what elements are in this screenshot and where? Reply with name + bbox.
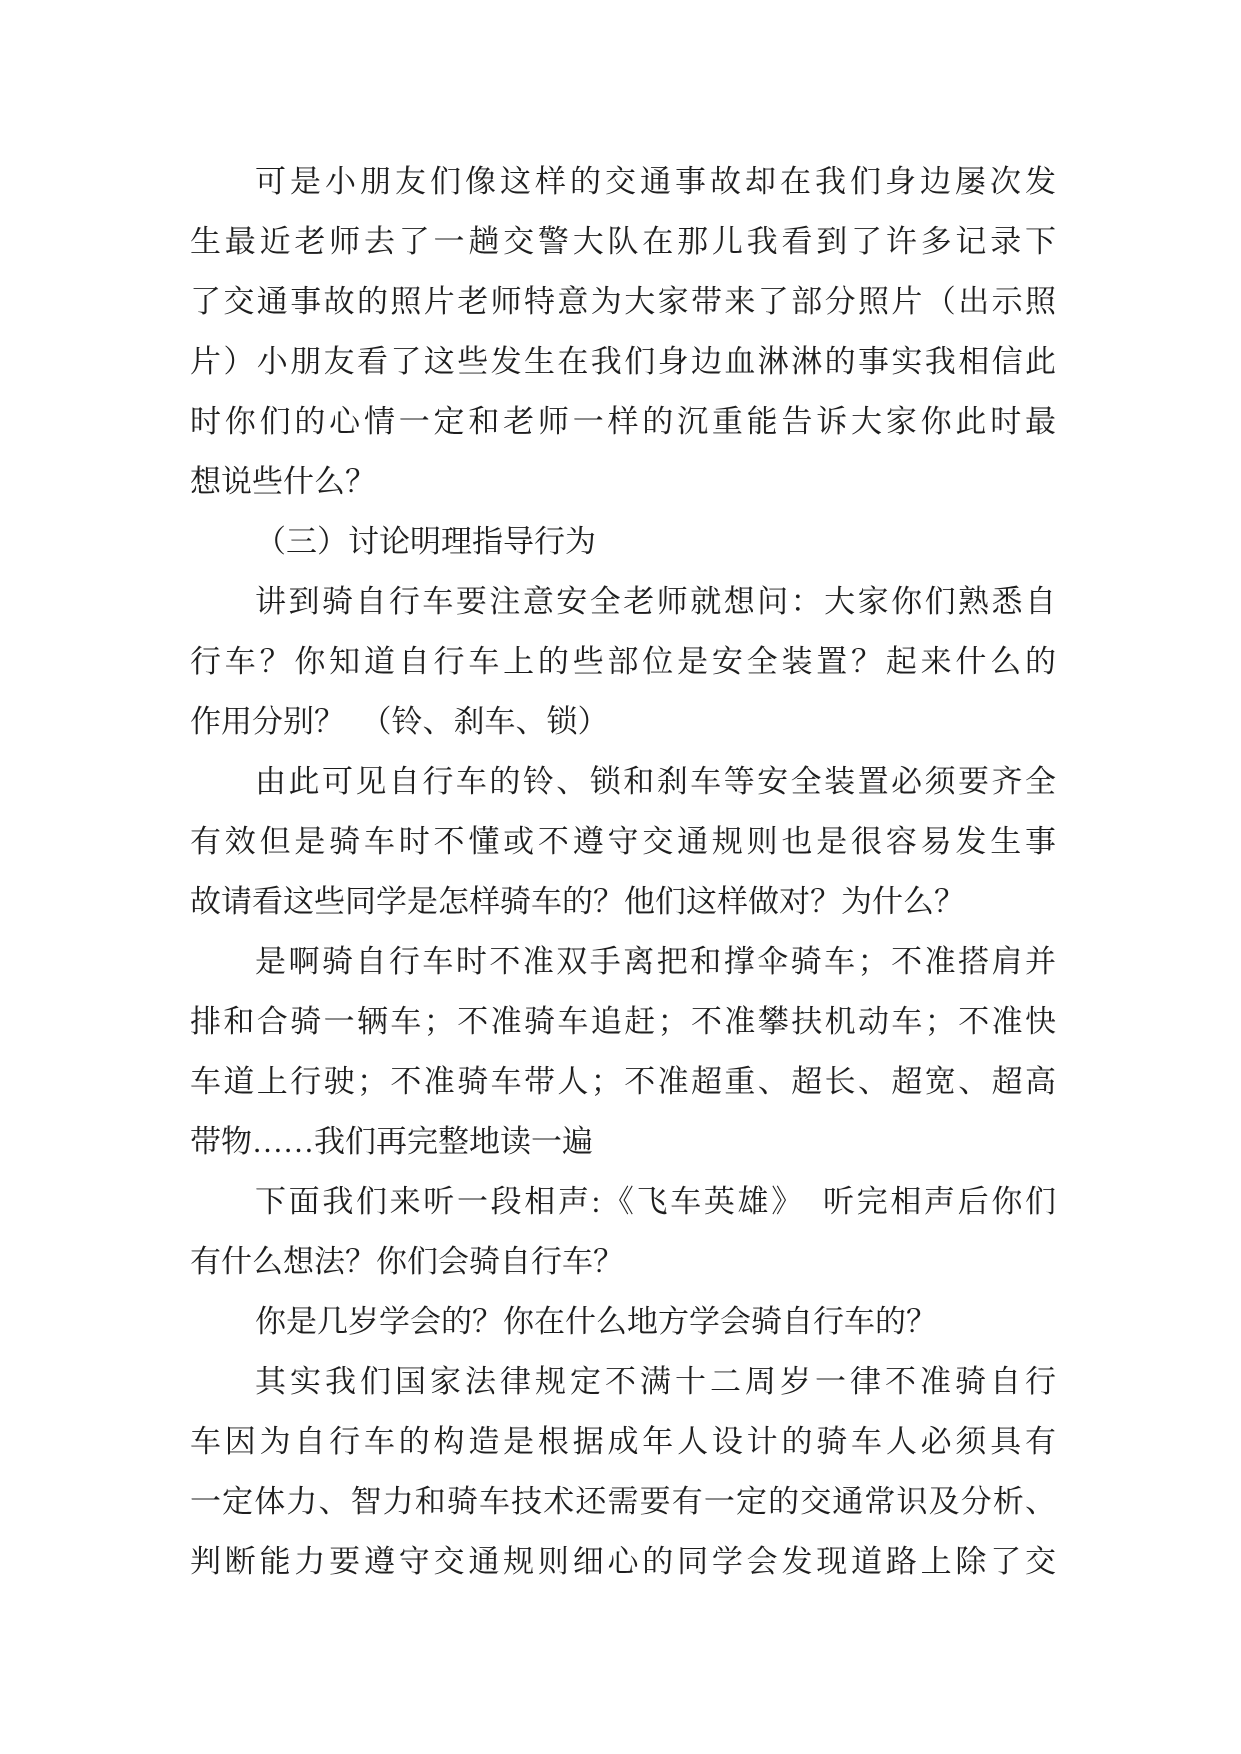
- text-line: 你是几岁学会的？你在什么地方学会骑自行车的？: [255, 1304, 937, 1339]
- text-line: 讲到骑自行车要注意安全老师就想问：大家你们熟悉自: [255, 584, 1056, 619]
- text-line: 时你们的心情一定和老师一样的沉重能告诉大家你此时最: [190, 404, 1056, 439]
- text-line: 生最近老师去了一趟交警大队在那儿我看到了许多记录下: [190, 224, 1056, 259]
- text-line: 故请看这些同学是怎样骑车的？他们这样做对？为什么？: [190, 884, 965, 919]
- text-line: 片）小朋友看了这些发生在我们身边血淋淋的事实我相信此: [190, 344, 1056, 379]
- text-line: 可是小朋友们像这样的交通事故却在我们身边屡次发: [255, 164, 1056, 199]
- document-text-block: [190, 152, 1056, 1592]
- text-line: 由此可见自行车的铃、锁和刹车等安全装置必须要齐全: [255, 764, 1056, 799]
- text-line: 有什么想法？你们会骑自行车？: [190, 1244, 624, 1279]
- text-line: 车因为自行车的构造是根据成年人设计的骑车人必须具有: [190, 1424, 1056, 1459]
- text-line: 判断能力要遵守交通规则细心的同学会发现道路上除了交: [190, 1544, 1056, 1579]
- text-line: 下面我们来听一段相声:《飞车英雄》 听完相声后你们: [255, 1184, 1056, 1219]
- text-line: 作用分别？ （铃、刹车、锁）: [190, 704, 609, 739]
- text-line: 一定体力、智力和骑车技术还需要有一定的交通常识及分析、: [190, 1484, 1056, 1519]
- text-line: 有效但是骑车时不懂或不遵守交通规则也是很容易发生事: [190, 824, 1056, 859]
- text-line: 是啊骑自行车时不准双手离把和撑伞骑车；不准搭肩并: [255, 944, 1056, 979]
- text-line: （三）讨论明理指导行为: [255, 524, 596, 559]
- text-line: 排和合骑一辆车；不准骑车追赶；不准攀扶机动车；不准快: [190, 1004, 1056, 1039]
- text-line: 了交通事故的照片老师特意为大家带来了部分照片（出示照: [190, 284, 1056, 319]
- text-line: 想说些什么？: [190, 464, 376, 499]
- text-line: 行车？你知道自行车上的些部位是安全装置？起来什么的: [190, 644, 1056, 679]
- text-line: 其实我们国家法律规定不满十二周岁一律不准骑自行: [255, 1364, 1056, 1399]
- text-line: 车道上行驶；不准骑车带人；不准超重、超长、超宽、超高: [190, 1064, 1056, 1099]
- text-line: 带物……我们再完整地读一遍: [190, 1124, 593, 1159]
